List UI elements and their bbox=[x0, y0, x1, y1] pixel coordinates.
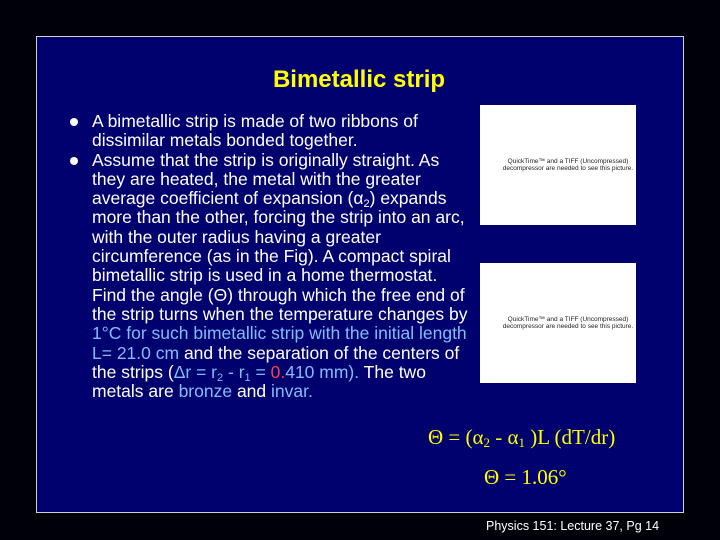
metal-invar: invar. bbox=[271, 381, 313, 402]
slide-footer: Physics 151: Lecture 37, Pg 14 bbox=[486, 519, 660, 533]
bullet-dot-icon bbox=[70, 157, 78, 165]
bullet-dot-icon bbox=[70, 118, 78, 126]
placeholder-text: QuickTime™ and a TIFF (Uncompressed) decompressor are needed to see this picture. bbox=[502, 157, 634, 172]
bullet-text: A bimetallic strip is made of two ribbons of dissimilar metals bonded together. bbox=[92, 111, 418, 151]
image-placeholder bbox=[480, 105, 636, 225]
angle-result: Θ = 1.06° bbox=[484, 465, 567, 489]
slide-title: Bimetallic strip bbox=[272, 66, 446, 93]
bullet-text: Assume that the strip is originally straight. As they are heated, the metal with the greater average coefficient of expansion $(\alpha_2)$ expands more than the other, forcing the strip into an arc, with the outer radius having a greater circumference (as in the Fig). A compact spiral bimetallic strip is used in a home thermostat. Find the angle (Θ) through which the free end of the strip turns when the temperature changes by 1°C for such bimetallic strip with the initial length L= 21.0 cm and the separation of the centers of the strips ($\Delta r = r_2 - r_1 = 0.410$ mm). The two metals are bronze and invar. bbox=[92, 149, 468, 402]
angle-formula: $\Theta = (\alpha_2 - \alpha_1$ )L (dT/dr) bbox=[428, 425, 616, 450]
bullet-list bbox=[70, 112, 470, 401]
separation-value: $\Delta r = r_2 - r_1 = 0.410$ mm). bbox=[173, 361, 360, 384]
bullet-item bbox=[70, 151, 470, 402]
temperature-value: 1°C for such bimetallic strip with the initial length bbox=[92, 323, 467, 344]
placeholder-text: QuickTime™ and a TIFF (Uncompressed) decompressor are needed to see this picture. bbox=[502, 315, 634, 330]
bullet-item bbox=[70, 112, 470, 151]
metal-bronze: bronze bbox=[178, 381, 233, 402]
length-value: L= 21.0 cm bbox=[92, 342, 180, 363]
image-placeholder bbox=[480, 263, 636, 383]
